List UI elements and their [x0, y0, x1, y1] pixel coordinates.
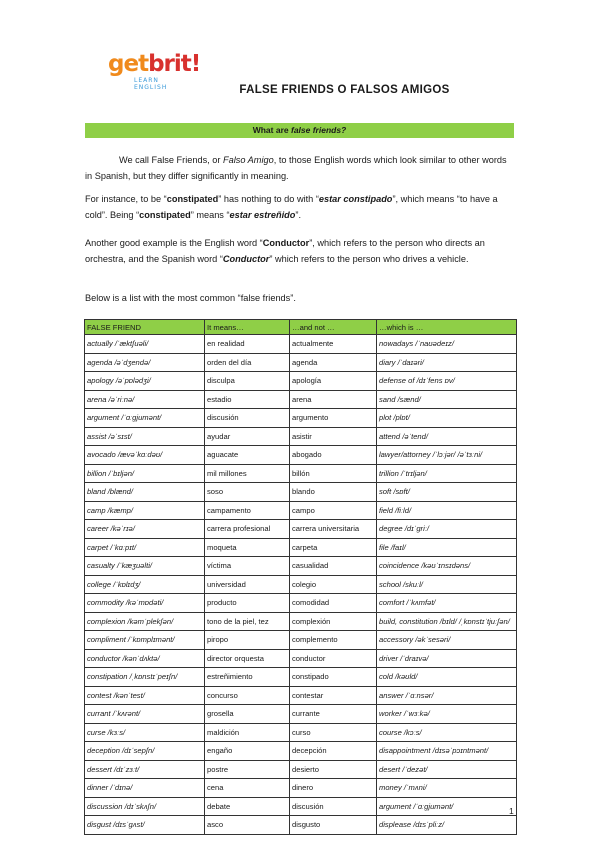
example-paragraph-conductor: Another good example is the English word “Conductor”, which refers to the person who directs an orchestra, and the Spanish word “Conductor” which refers to the person who drives a vehicle.	[85, 238, 485, 264]
meaning-cell: director orquesta	[205, 649, 290, 668]
which-is-cell: build, constitution /bɪld/ /ˌkɒnstɪˈtjuːʃən/	[377, 612, 517, 631]
false-friend-cell: discussion /dɪˈskʌʃn/	[85, 797, 205, 816]
which-is-cell: degree /dɪˈgriː/	[377, 520, 517, 539]
intro-paragraph: We call False Friends, or Falso Amigo, to those English words which look similar to other words in Spanish, but they differ significantly in meaning.	[85, 155, 507, 181]
table-row	[85, 538, 517, 557]
table-row	[85, 335, 517, 354]
meaning-cell: mil millones	[205, 464, 290, 483]
false-friend-cell: complexion /kəmˈplekʃən/	[85, 612, 205, 631]
table-row	[85, 612, 517, 631]
table-row	[85, 409, 517, 428]
not-cell: contestar	[290, 686, 377, 705]
table-row	[85, 483, 517, 502]
which-is-cell: plot /plɒt/	[377, 409, 517, 428]
meaning-cell: discusión	[205, 409, 290, 428]
logo-tagline: LEARN ENGLISH	[134, 77, 168, 91]
table-row	[85, 390, 517, 409]
false-friend-cell: dinner /ˈdɪnə/	[85, 779, 205, 798]
not-cell: blando	[290, 483, 377, 502]
which-is-cell: worker /ˈwɜːkə/	[377, 705, 517, 724]
logo-wordmark: getbrit!	[108, 51, 201, 77]
which-is-cell: disappointment /dɪsəˈpɔɪntmənt/	[377, 742, 517, 761]
list-intro-paragraph: Below is a list with the most common “false friends”.	[85, 293, 296, 303]
which-is-cell: nowadays /ˈnaʊədeɪz/	[377, 335, 517, 354]
not-cell: billón	[290, 464, 377, 483]
not-cell: constipado	[290, 668, 377, 687]
which-is-cell: defense of /dɪˈfens ɒv/	[377, 372, 517, 391]
meaning-cell: ayudar	[205, 427, 290, 446]
table-body	[85, 335, 517, 835]
table-row	[85, 705, 517, 724]
which-is-cell: money /ˈmʌni/	[377, 779, 517, 798]
table-row	[85, 464, 517, 483]
false-friend-cell: curse /kɜːs/	[85, 723, 205, 742]
false-friend-cell: arena /əˈriːnə/	[85, 390, 205, 409]
not-cell: abogado	[290, 446, 377, 465]
false-friend-cell: career /kəˈrɪə/	[85, 520, 205, 539]
which-is-cell: answer /ˈɑːnsər/	[377, 686, 517, 705]
table-row	[85, 779, 517, 798]
table-row	[85, 353, 517, 372]
false-friend-cell: bland /blænd/	[85, 483, 205, 502]
not-cell: desierto	[290, 760, 377, 779]
which-is-cell: file /faɪl/	[377, 538, 517, 557]
which-is-cell: sand /sænd/	[377, 390, 517, 409]
meaning-cell: aguacate	[205, 446, 290, 465]
false-friend-cell: apology /əˈpɒlədʒi/	[85, 372, 205, 391]
false-friend-cell: constipation /ˌkɒnstɪˈpeɪʃn/	[85, 668, 205, 687]
which-is-cell: trillion /ˈtrɪljən/	[377, 464, 517, 483]
not-cell: complexión	[290, 612, 377, 631]
false-friend-cell: argument /ˈɑːgjumənt/	[85, 409, 205, 428]
document-title: FALSE FRIENDS O FALSOS AMIGOS	[239, 84, 450, 96]
which-is-cell: coincidence /kəʊˈɪnsɪdəns/	[377, 557, 517, 576]
false-friend-cell: billion /ˈbɪljən/	[85, 464, 205, 483]
table-header-row	[85, 320, 517, 335]
which-is-cell: argument /ˈɑːgjumənt/	[377, 797, 517, 816]
header-and-not: …and not …	[290, 320, 377, 335]
which-is-cell: cold /kəʊld/	[377, 668, 517, 687]
meaning-cell: postre	[205, 760, 290, 779]
false-friend-cell: disgust /dɪsˈgʌst/	[85, 816, 205, 835]
table-row	[85, 427, 517, 446]
not-cell: curso	[290, 723, 377, 742]
which-is-cell: lawyer/attorney /ˈlɔːjər/ /əˈtɜːni/	[377, 446, 517, 465]
table-row	[85, 649, 517, 668]
which-is-cell: accessory /əkˈsesəri/	[377, 631, 517, 650]
meaning-cell: orden del día	[205, 353, 290, 372]
not-cell: agenda	[290, 353, 377, 372]
meaning-cell: producto	[205, 594, 290, 613]
not-cell: carpeta	[290, 538, 377, 557]
example-paragraph-constipated: For instance, to be “constipated” has nothing to do with “estar constipado”, which means “to have a cold”. Being “constipated” means “estar estreñido”.	[85, 194, 498, 220]
table-row	[85, 742, 517, 761]
table-row	[85, 446, 517, 465]
meaning-cell: campamento	[205, 501, 290, 520]
false-friend-cell: conductor /kənˈdʌktə/	[85, 649, 205, 668]
which-is-cell: comfort /ˈkʌmfət/	[377, 594, 517, 613]
not-cell: disgusto	[290, 816, 377, 835]
which-is-cell: desert /ˈdezət/	[377, 760, 517, 779]
not-cell: comodidad	[290, 594, 377, 613]
meaning-cell: maldición	[205, 723, 290, 742]
meaning-cell: disculpa	[205, 372, 290, 391]
table-row	[85, 686, 517, 705]
meaning-cell: grosella	[205, 705, 290, 724]
not-cell: complemento	[290, 631, 377, 650]
not-cell: dinero	[290, 779, 377, 798]
not-cell: arena	[290, 390, 377, 409]
table-row	[85, 594, 517, 613]
table-row	[85, 760, 517, 779]
meaning-cell: cena	[205, 779, 290, 798]
meaning-cell: asco	[205, 816, 290, 835]
not-cell: decepción	[290, 742, 377, 761]
which-is-cell: driver /ˈdraɪvə/	[377, 649, 517, 668]
not-cell: asistir	[290, 427, 377, 446]
false-friend-cell: avocado /ævəˈkɑːdəʊ/	[85, 446, 205, 465]
which-is-cell: soft /sɒft/	[377, 483, 517, 502]
meaning-cell: víctima	[205, 557, 290, 576]
false-friend-cell: deception /dɪˈsepʃn/	[85, 742, 205, 761]
which-is-cell: school /skuːl/	[377, 575, 517, 594]
table-row	[85, 631, 517, 650]
false-friend-cell: dessert /dɪˈzɜːt/	[85, 760, 205, 779]
not-cell: campo	[290, 501, 377, 520]
false-friend-cell: college /ˈkɒlɪdʒ/	[85, 575, 205, 594]
not-cell: argumento	[290, 409, 377, 428]
meaning-cell: estadio	[205, 390, 290, 409]
false-friend-cell: assist /əˈsɪst/	[85, 427, 205, 446]
false-friend-cell: commodity /kəˈmɒdəti/	[85, 594, 205, 613]
not-cell: discusión	[290, 797, 377, 816]
meaning-cell: moqueta	[205, 538, 290, 557]
meaning-cell: tono de la piel, tez	[205, 612, 290, 631]
not-cell: actualmente	[290, 335, 377, 354]
table-row	[85, 575, 517, 594]
header-false-friend: FALSE FRIEND	[85, 320, 205, 335]
table-row	[85, 501, 517, 520]
which-is-cell: attend /əˈtend/	[377, 427, 517, 446]
not-cell: conductor	[290, 649, 377, 668]
table-row	[85, 557, 517, 576]
which-is-cell: course /kɔːs/	[377, 723, 517, 742]
which-is-cell: field /fiːld/	[377, 501, 517, 520]
meaning-cell: estreñimiento	[205, 668, 290, 687]
false-friend-cell: currant /ˈkʌrənt/	[85, 705, 205, 724]
meaning-cell: universidad	[205, 575, 290, 594]
false-friend-cell: camp /kæmp/	[85, 501, 205, 520]
section-banner: What are false friends?	[85, 123, 514, 138]
which-is-cell: displease /dɪsˈpliːz/	[377, 816, 517, 835]
false-friends-table	[84, 319, 517, 835]
false-friend-cell: compliment /ˈkɒmplɪmənt/	[85, 631, 205, 650]
meaning-cell: en realidad	[205, 335, 290, 354]
table-row	[85, 668, 517, 687]
not-cell: colegio	[290, 575, 377, 594]
table-row	[85, 520, 517, 539]
table-row	[85, 723, 517, 742]
table-row	[85, 797, 517, 816]
meaning-cell: soso	[205, 483, 290, 502]
not-cell: currante	[290, 705, 377, 724]
table-row	[85, 816, 517, 835]
meaning-cell: engaño	[205, 742, 290, 761]
page-number: 1	[509, 806, 514, 816]
false-friend-cell: carpet /ˈkɑːpɪt/	[85, 538, 205, 557]
meaning-cell: carrera profesional	[205, 520, 290, 539]
false-friend-cell: contest /kənˈtest/	[85, 686, 205, 705]
header-which-is: …which is …	[377, 320, 517, 335]
header-it-means: It means…	[205, 320, 290, 335]
which-is-cell: diary /ˈdaɪəri/	[377, 353, 517, 372]
not-cell: carrera universitaria	[290, 520, 377, 539]
not-cell: apología	[290, 372, 377, 391]
false-friend-cell: casualty /ˈkæʒuəlti/	[85, 557, 205, 576]
false-friend-cell: agenda /əˈdʒendə/	[85, 353, 205, 372]
false-friend-cell: actually /ˈæktʃuəli/	[85, 335, 205, 354]
meaning-cell: piropo	[205, 631, 290, 650]
meaning-cell: concurso	[205, 686, 290, 705]
meaning-cell: debate	[205, 797, 290, 816]
not-cell: casualidad	[290, 557, 377, 576]
table-row	[85, 372, 517, 391]
